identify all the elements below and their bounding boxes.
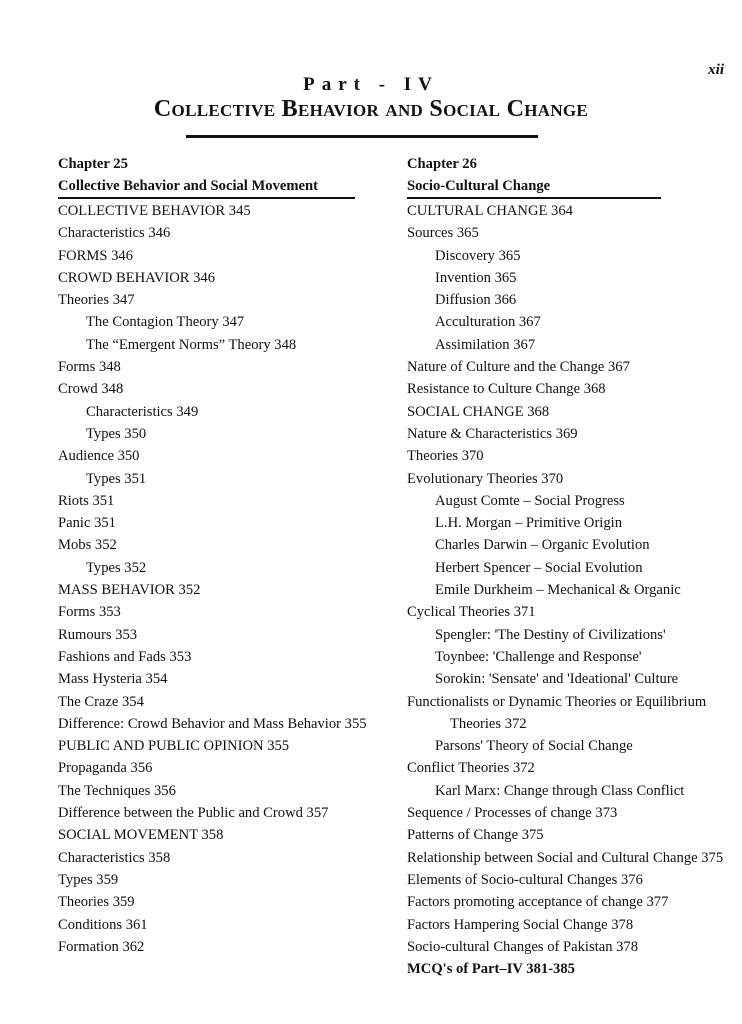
toc-entry: Evolutionary Theories 370 <box>407 470 564 487</box>
toc-entry: Relationship between Social and Cultural Change 375 <box>407 849 724 866</box>
toc-entry: Rumours 353 <box>58 626 138 643</box>
chapter-label: Chapter 26 <box>407 156 477 172</box>
toc-entry: Sources 365 <box>407 225 479 242</box>
toc-entry: Conflict Theories 372 <box>407 760 535 777</box>
toc-entry: Parsons' Theory of Social Change <box>435 738 633 755</box>
toc-entry: Fashions and Fads 353 <box>58 648 192 665</box>
toc-entry: Forms 348 <box>58 359 121 376</box>
toc-entry: Forms 353 <box>58 604 121 621</box>
toc-entry: August Comte – Social Progress <box>435 492 625 509</box>
toc-entry: CROWD BEHAVIOR 346 <box>58 269 216 286</box>
toc-entry: Emile Durkheim – Mechanical & Organic <box>435 582 681 599</box>
left-column <box>58 153 388 958</box>
toc-entry: Invention 365 <box>435 269 517 286</box>
toc-entry: Difference: Crowd Behavior and Mass Behavior 355 <box>58 715 367 732</box>
chapter-title: Collective Behavior and Social Movement <box>58 175 355 199</box>
toc-entry: Propaganda 356 <box>58 760 153 777</box>
toc-entry: Types 350 <box>86 425 147 442</box>
title-underline <box>186 135 538 138</box>
toc-entry: Mass Hysteria 354 <box>58 671 168 688</box>
toc-entry: Acculturation 367 <box>435 314 541 331</box>
toc-entry: Mobs 352 <box>58 537 117 554</box>
part-label: Part - IV <box>303 74 439 95</box>
toc-entry: Herbert Spencer – Social Evolution <box>435 559 643 576</box>
toc-entry: The Techniques 356 <box>58 782 176 799</box>
page-number: xii <box>708 62 724 78</box>
toc-entry: Nature & Characteristics 369 <box>407 425 578 442</box>
toc-entry: Panic 351 <box>58 515 116 532</box>
toc-entry: Types 359 <box>58 871 119 888</box>
toc-entry: Toynbee: 'Challenge and Response' <box>435 648 642 665</box>
toc-entry: The “Emergent Norms” Theory 348 <box>86 336 297 353</box>
chapter-title: Socio-Cultural Change <box>407 175 661 199</box>
toc-entry: Sorokin: 'Sensate' and 'Ideational' Culture <box>435 671 679 688</box>
toc-entry: Conditions 361 <box>58 916 148 933</box>
toc-entry: Functionalists or Dynamic Theories or Equilibrium Theories 372 <box>407 693 707 732</box>
toc-entry: The Craze 354 <box>58 693 144 710</box>
toc-entry: Socio-cultural Changes of Pakistan 378 <box>407 938 639 955</box>
toc-entry: Riots 351 <box>58 492 115 509</box>
toc-entry: Theories 370 <box>407 448 484 465</box>
page-title: Collective Behavior and Social Change <box>153 96 589 122</box>
right-column <box>407 153 737 980</box>
toc-entry: Patterns of Change 375 <box>407 827 544 844</box>
toc-entry: SOCIAL CHANGE 368 <box>407 403 550 420</box>
toc-entry: Types 352 <box>86 559 147 576</box>
toc-entry: Audience 350 <box>58 448 140 465</box>
toc-entry: CULTURAL CHANGE 364 <box>407 203 573 219</box>
toc-entry: Formation 362 <box>58 938 145 955</box>
toc-entry-list <box>58 200 388 958</box>
toc-entry: L.H. Morgan – Primitive Origin <box>435 515 623 532</box>
toc-entry: Difference between the Public and Crowd 357 <box>58 805 329 822</box>
toc-entry-list <box>407 200 737 980</box>
toc-entry: Charles Darwin – Organic Evolution <box>435 537 650 554</box>
toc-entry: MCQ's of Part–IV 381-385 <box>407 961 575 978</box>
toc-entry: Spengler: 'The Destiny of Civilizations' <box>435 626 666 643</box>
toc-entry: Assimilation 367 <box>435 336 536 353</box>
toc-entry: Theories 359 <box>58 894 135 911</box>
toc-entry: Crowd 348 <box>58 381 124 398</box>
toc-entry: Characteristics 346 <box>58 225 171 242</box>
toc-entry: Karl Marx: Change through Class Conflict <box>435 782 685 799</box>
toc-entry: FORMS 346 <box>58 247 134 264</box>
chapter-label: Chapter 25 <box>58 156 128 172</box>
toc-entry: Elements of Socio-cultural Changes 376 <box>407 871 643 888</box>
toc-entry: PUBLIC AND PUBLIC OPINION 355 <box>58 738 290 755</box>
toc-entry: Factors Hampering Social Change 378 <box>407 916 634 933</box>
toc-entry: MASS BEHAVIOR 352 <box>58 582 201 599</box>
toc-entry: Types 351 <box>86 470 147 487</box>
toc-entry: Resistance to Culture Change 368 <box>407 381 606 398</box>
toc-entry: Sequence / Processes of change 373 <box>407 805 618 822</box>
toc-entry: COLLECTIVE BEHAVIOR 345 <box>58 203 251 219</box>
toc-entry: Discovery 365 <box>435 247 521 264</box>
toc-entry: Characteristics 358 <box>58 849 171 866</box>
toc-entry: Diffusion 366 <box>435 292 517 309</box>
toc-entry: Theories 347 <box>58 292 135 309</box>
toc-entry: Nature of Culture and the Change 367 <box>407 359 630 376</box>
toc-entry: Cyclical Theories 371 <box>407 604 536 621</box>
toc-entry: Characteristics 349 <box>86 403 199 420</box>
toc-entry: Factors promoting acceptance of change 377 <box>407 894 669 911</box>
toc-entry: The Contagion Theory 347 <box>86 314 245 331</box>
toc-entry: SOCIAL MOVEMENT 358 <box>58 827 224 844</box>
